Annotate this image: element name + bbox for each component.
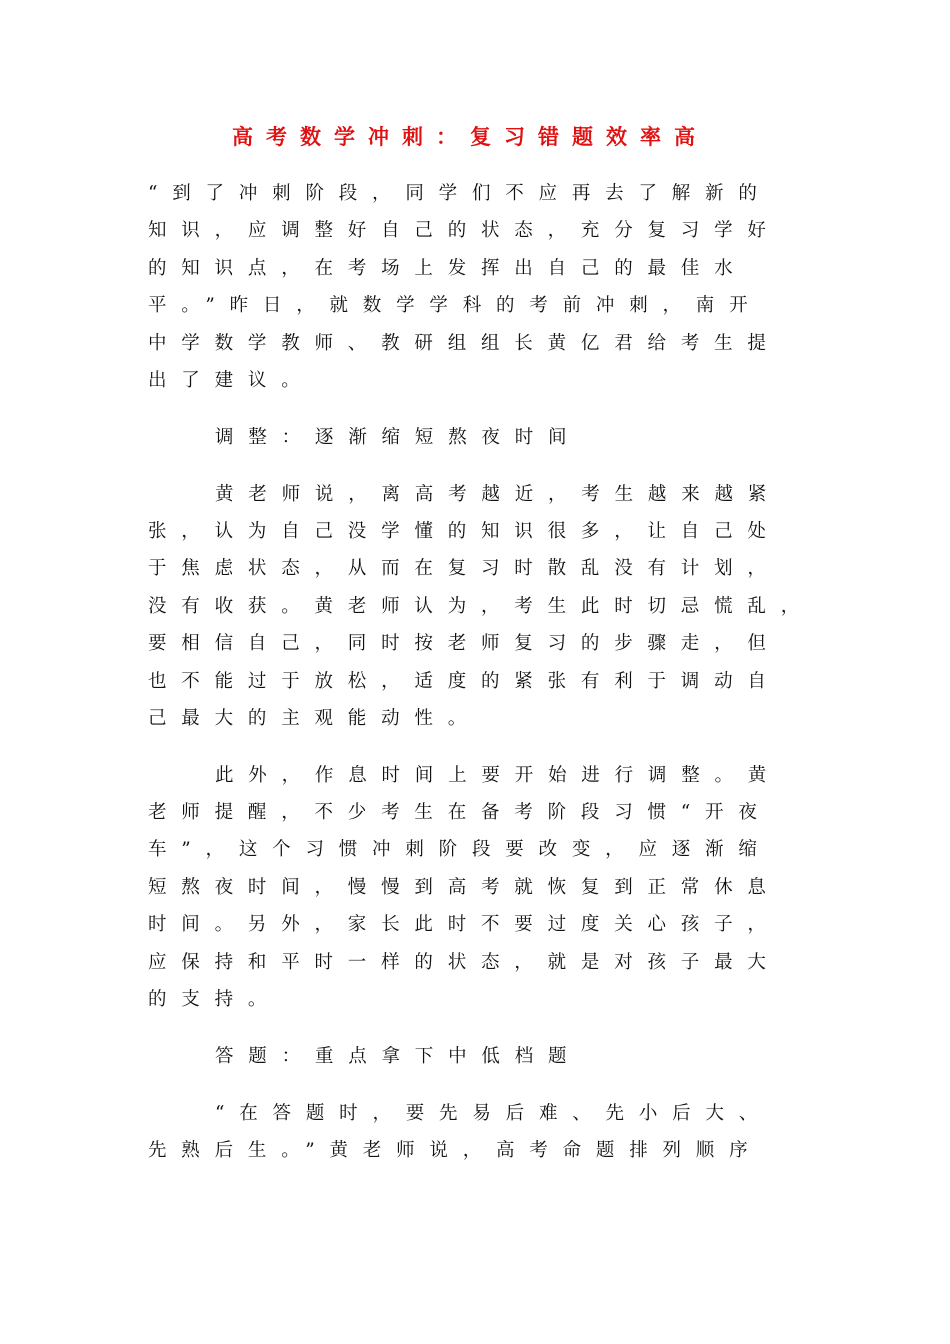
text-line: 先熟后生。”黄老师说，高考命题排列顺序 xyxy=(148,1140,763,1161)
text-line: 平。”昨日，就数学学科的考前冲刺，南开 xyxy=(148,295,763,316)
text-line: 知识，应调整好自己的状态，充分复习学好 xyxy=(148,220,781,241)
text-line: 此外，作息时间上要开始进行调整。黄 xyxy=(215,765,782,786)
text-line: “在答题时，要先易后难、先小后大、 xyxy=(215,1103,773,1124)
article-title: 高考数学冲刺：复习错题效率高 xyxy=(232,124,708,149)
section-heading: 调整：逐渐缩短熬夜时间 xyxy=(215,427,582,448)
text-line: 出了建议。 xyxy=(148,370,315,391)
text-line: 己最大的主观能动性。 xyxy=(148,708,482,729)
text-line: 时间。另外，家长此时不要过度关心孩子， xyxy=(148,914,781,935)
text-line: 应保持和平时一样的状态，就是对孩子最大 xyxy=(148,952,781,973)
text-line: 黄老师说，离高考越近，考生越来越紧 xyxy=(215,484,782,505)
text-line: 要相信自己，同时按老师复习的步骤走，但 xyxy=(148,633,781,654)
text-line: 中学数学教师、教研组组长黄亿君给考生提 xyxy=(148,333,781,354)
section-heading: 答题：重点拿下中低档题 xyxy=(215,1046,582,1067)
text-line: 车”，这个习惯冲刺阶段要改变，应逐渐缩 xyxy=(148,839,772,860)
text-line: 的知识点，在考场上发挥出自己的最佳水 xyxy=(148,258,748,279)
text-line: 也不能过于放松，适度的紧张有利于调动自 xyxy=(148,671,781,692)
text-line: 张，认为自己没学懂的知识很多，让自己处 xyxy=(148,521,781,542)
text-line: 于焦虑状态，从而在复习时散乱没有计划， xyxy=(148,558,781,579)
text-line: 老师提醒，不少考生在备考阶段习惯“开夜 xyxy=(148,802,772,823)
text-line: 没有收获。黄老师认为，考生此时切忌慌乱， xyxy=(148,596,815,617)
text-line: 的支持。 xyxy=(148,989,282,1010)
text-line: 短熬夜时间，慢慢到高考就恢复到正常休息 xyxy=(148,877,781,898)
text-line: “到了冲刺阶段，同学们不应再去了解新的 xyxy=(148,183,772,204)
